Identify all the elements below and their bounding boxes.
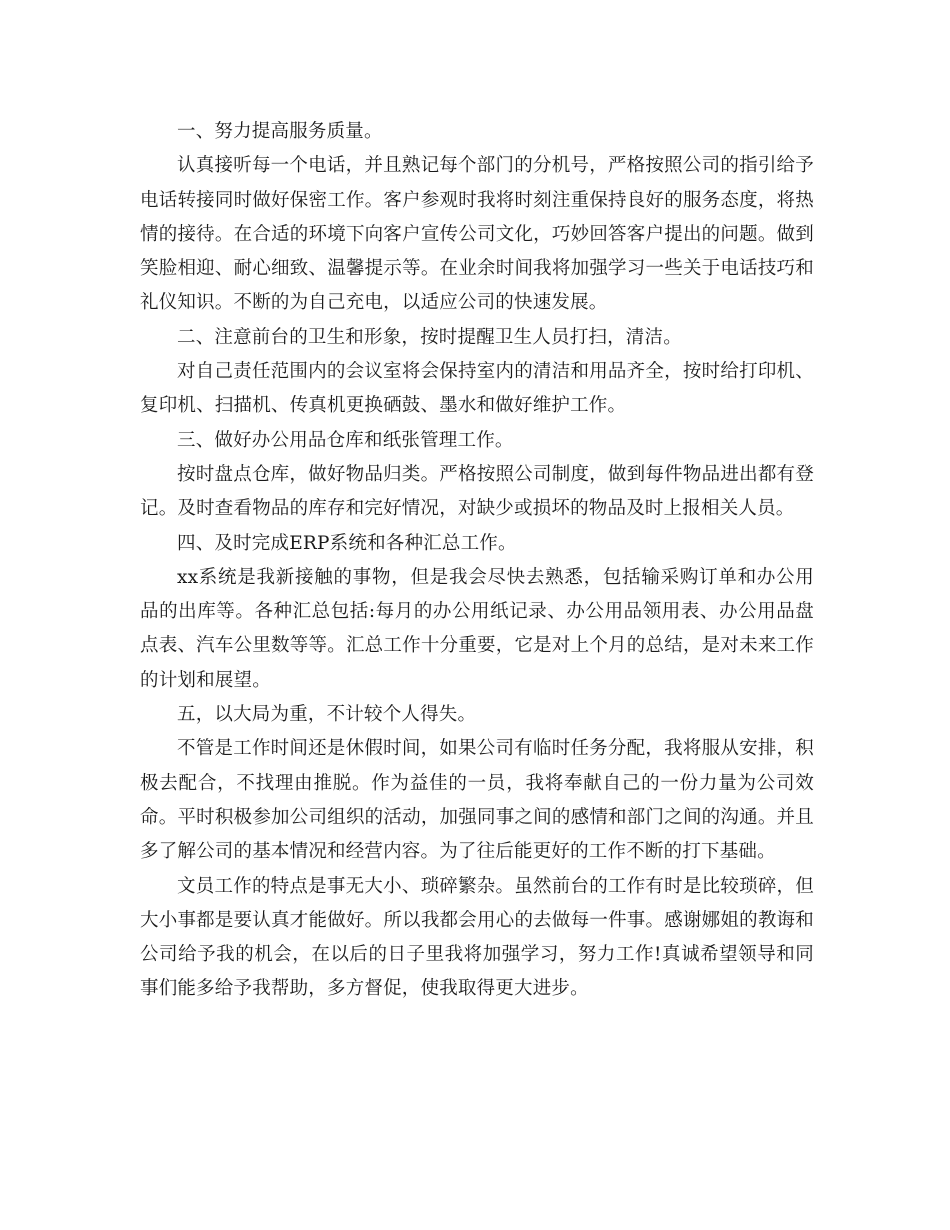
paragraph-erp-system: xx系统是我新接触的事物，但是我会尽快去熟悉，包括输采购订单和办公用品的出库等。各种汇总包括:每月的办公用纸记录、办公用品领用表、办公用品盘点表、汽车公里数等等。汇总工作十分重要，它是对上个月的总结，是对未来工作的计划和展望。 (140, 566, 814, 691)
paragraph-service-quality: 认真接听每一个电话，并且熟记每个部门的分机号，严格按照公司的指引给予电话转接同时做好保密工作。客户参观时我将时刻注重保持良好的服务态度，将热情的接待。在合适的环境下向客户宣传公司文化，巧妙回答客户提出的问题。做到笑脸相迎、耐心细致、温馨提示等。在业余时间我将加强学习一些关于电话技巧和礼仪知识。不断的为自己充电，以适应公司的快速发展。 (140, 155, 814, 314)
section-heading-3: 三、做好办公用品仓库和纸张管理工作。 (177, 429, 514, 451)
paragraph-meeting-room: 对自己责任范围内的会议室将会保持室内的清洁和用品齐全，按时给打印机、复印机、扫描机、传真机更换硒鼓、墨水和做好维护工作。 (140, 361, 814, 417)
paragraph-conclusion: 文员工作的特点是事无大小、琐碎繁杂。虽然前台的工作有时是比较琐碎，但大小事都是要认真才能做好。所以我都会用心的去做每一件事。感谢娜姐的教诲和公司给予我的机会，在以后的日子里我将加强学习，努力工作!真诚希望领导和同事们能多给予我帮助，多方督促，使我取得更大进步。 (140, 875, 814, 1000)
section-heading-1: 一、努力提高服务质量。 (177, 121, 383, 142)
paragraph-teamwork: 不管是工作时间还是休假时间，如果公司有临时任务分配，我将服从安排，积极去配合，不找理由推脱。作为益佳的一员，我将奉献自己的一份力量为公司效命。平时积极参加公司组织的活动，加强同事之间的感情和部门之间的沟通。并且多了解公司的基本情况和经营内容。为了往后能更好的工作不断的打下基础。 (140, 738, 814, 863)
section-heading-2: 二、注意前台的卫生和形象，按时提醒卫生人员打扫，清洁。 (177, 326, 682, 348)
paragraph-warehouse: 按时盘点仓库，做好物品归类。严格按照公司制度，做到每件物品进出都有登记。及时查看物品的库存和完好情况，对缺少或损坏的物品及时上报相关人员。 (140, 463, 814, 520)
document-body (140, 115, 814, 1007)
section-heading-4: 四、及时完成ERP系统和各种汇总工作。 (177, 532, 517, 554)
section-heading-5: 五，以大局为重，不计较个人得失。 (177, 704, 477, 726)
